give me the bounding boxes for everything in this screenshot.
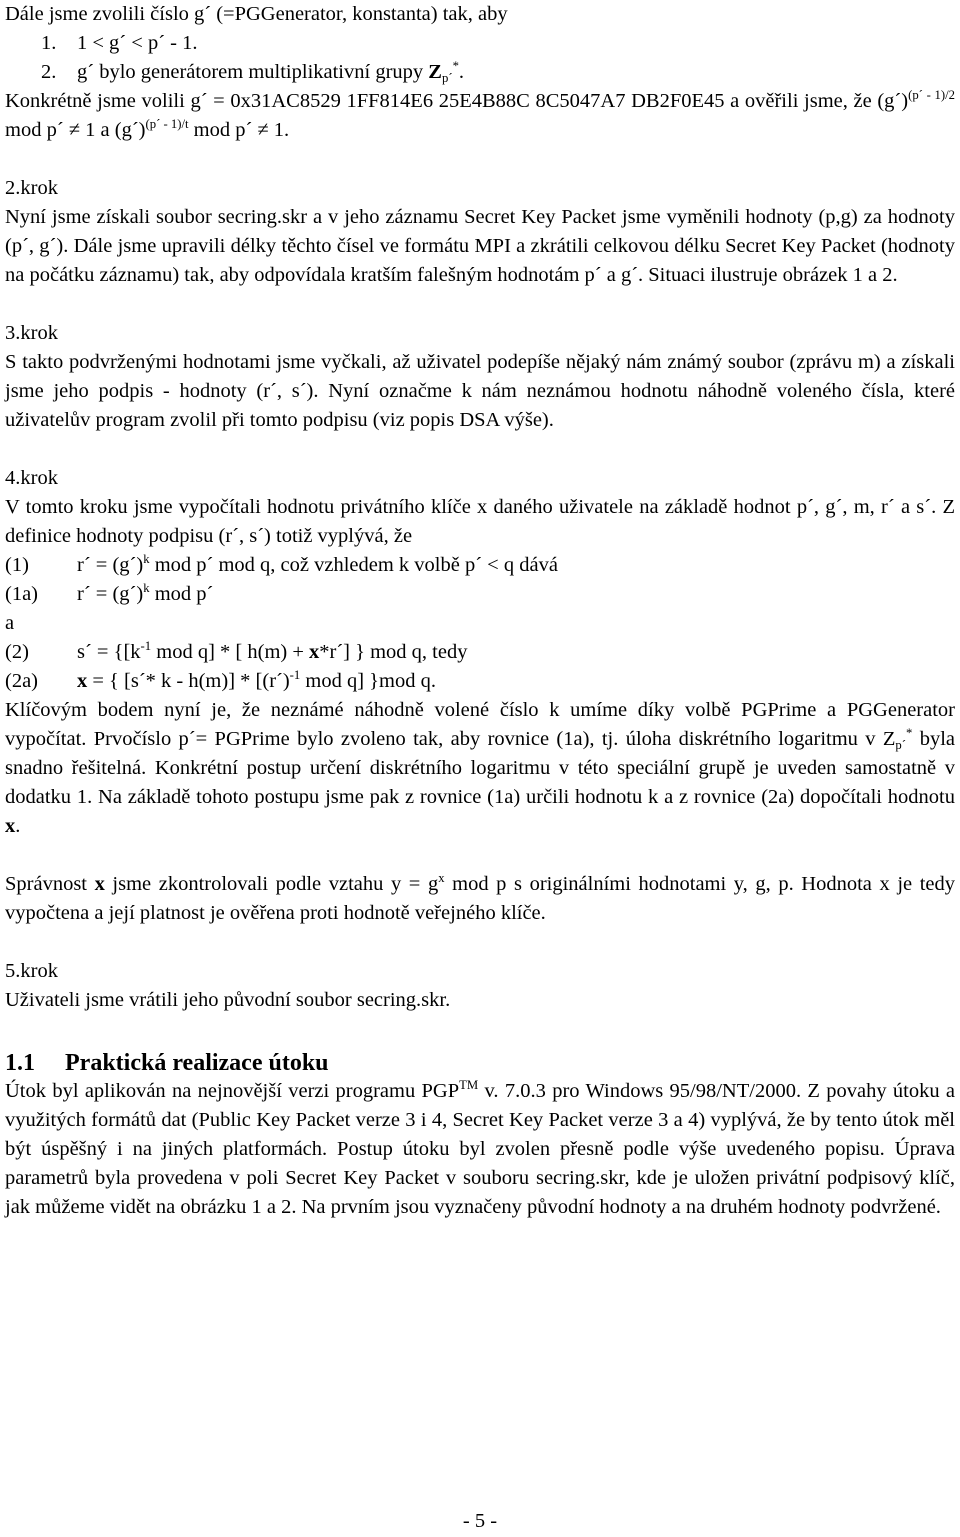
equation-body: r´ = (g´)$^k$ mod p´ mod q, což vzhledem k volbě p´ < q dává [77,551,558,576]
intro-line: Dále jsme zvolili číslo g´ (=PGGenerator, konstanta) tak, aby [5,3,508,25]
step5-paragraph: Uživateli jsme vrátili jeho původní soubor secring.skr. [5,989,451,1011]
equation-label: (1a) [5,583,39,605]
equation-body: r´ = (g´)$^k$ mod p´ [77,580,214,605]
trademark-mark: TM [459,1077,479,1092]
list-marker-2: 2. [41,61,57,83]
equation-1a [5,580,955,609]
document-page [5,0,955,1222]
equation-1 [5,551,955,580]
list-marker-1: 1. [41,32,57,54]
step3-paragraph: S takto podvrženými hodnotami jsme vyčkali, až uživatel podepíše nějaký nám známý soubor (zprávu m) a získali jsme jeho podpis - hodnoty (r´, s´). Nyní označme k nám neznámou hodnotu náhodně voleného čísla, které uživatelův program zvolil při tomto podpisu (viz popis DSA výše). [5,351,955,431]
step2-paragraph: Nyní jsme získali soubor secring.skr a v jeho záznamu Secret Key Packet jsme vyměnili hodnoty (p,g) za hodnoty (p´, g´). Dále jsme upravili délky těchto čísel ve formátu MPI a zkrátili celkovou délku Secret Key Packet (hodnoty na počátku záznamu) tak, aby odpovídala kratším falešným hodnotám p´ a g´. Situaci ilustruje obrázek 1 a 2. [5,206,955,286]
verification-paragraph: Správnost x jsme zkontrolovali podle vztahu $y = g^x$ mod p s originálními hodnotami y, g, p. Hodnota x je tedy vypočtena a její platnost je ověřena proti hodnotě veřejného klíče. [5,870,955,924]
conjunction: a [5,612,15,634]
equation-body: x = { [s´* k - h(m)] * [(r´)$^{-1}$ mod q] }mod q. [77,667,436,692]
equation-body: s´ = {[$k^{-1}$ mod q] * [ h(m) + x*r´] } mod q, tedy [77,638,468,663]
list-text-2: g´ bylo generátorem multiplikativní grupy $Z_{p´}^*$. [77,58,465,85]
equation-label: (2) [5,641,29,663]
step4-heading: 4.krok [5,467,58,489]
list-item-1 [5,29,955,58]
equation-label: (1) [5,554,29,576]
intro-conclusion: Konkrétně jsme volili g´ = 0x31AC8529 1FF814E6 25E4B88C 8C5047A7 DB2F0E45 a ověřili jsme, že (g´)$^{(p´ - 1)/2}$ mod p´ ≠ 1 a (g´)$^{(p´ - 1)/t}$ mod p´ ≠ 1. [5,87,955,141]
step2-heading: 2.krok [5,177,58,199]
equation-2a [5,667,955,696]
section-paragraph: Útok byl aplikován na nejnovější verzi programu PGP™ v. 7.0.3 pro Windows 95/98/NT/2000. Z povahy útoku a využitých formátů dat (Public Key Packet verze 3 i 4, Secret Key Packet verze 3 a 4) vyplývá, že by tento útok měl být úspěšný i na jiných platformách. Postup útoku byl zvolen přesně podle výše uvedeného popisu. Úprava parametrů byla provedena v poli Secret Key Packet v souboru secring.skr, kde je uložen privátní podpisový klíč, jak můžeme vidět na obrázku 1 a 2. Na prvním jsou vyznačeny původní hodnoty a na druhém hodnoty podvržené. [5,1077,956,1218]
list-text-1: 1 < g´ < p´ - 1. [77,32,198,54]
list-item-2 [5,58,955,87]
step5-heading: 5.krok [5,960,58,982]
section-title: Praktická realizace útoku [65,1050,329,1076]
equation-2 [5,638,955,667]
key-point-paragraph: Klíčovým bodem nyní je, že neznámé náhodně volené číslo k umíme díky volbě PGPrime a PGGenerator vypočítat. Prvočíslo p´= PGPrime bylo zvoleno tak, aby rovnice (1a), tj. úloha diskrétního logaritmu v $Z_{p´}^*$ byla snadno řešitelná. Konkrétní postup určení diskrétního logaritmu v této speciální grupě je uveden samostatně v dodatku 1. Na základě tohoto postupu jsme pak z rovnice (1a) určili hodnotu k a z rovnice (2a) dopočítali hodnotu x. [5,699,956,837]
section-heading [5,1046,955,1080]
page-number: - 5 - [462,1510,498,1532]
step4-paragraph: V tomto kroku jsme vypočítali hodnotu privátního klíče x daného uživatele na základě hodnot p´, g´, m, r´ a s´. Z definice hodnoty podpisu (r´, s´) totiž vyplývá, že [5,496,955,547]
section-number: 1.1 [5,1050,35,1076]
equation-label: (2a) [5,670,39,692]
step3-heading: 3.krok [5,322,58,344]
